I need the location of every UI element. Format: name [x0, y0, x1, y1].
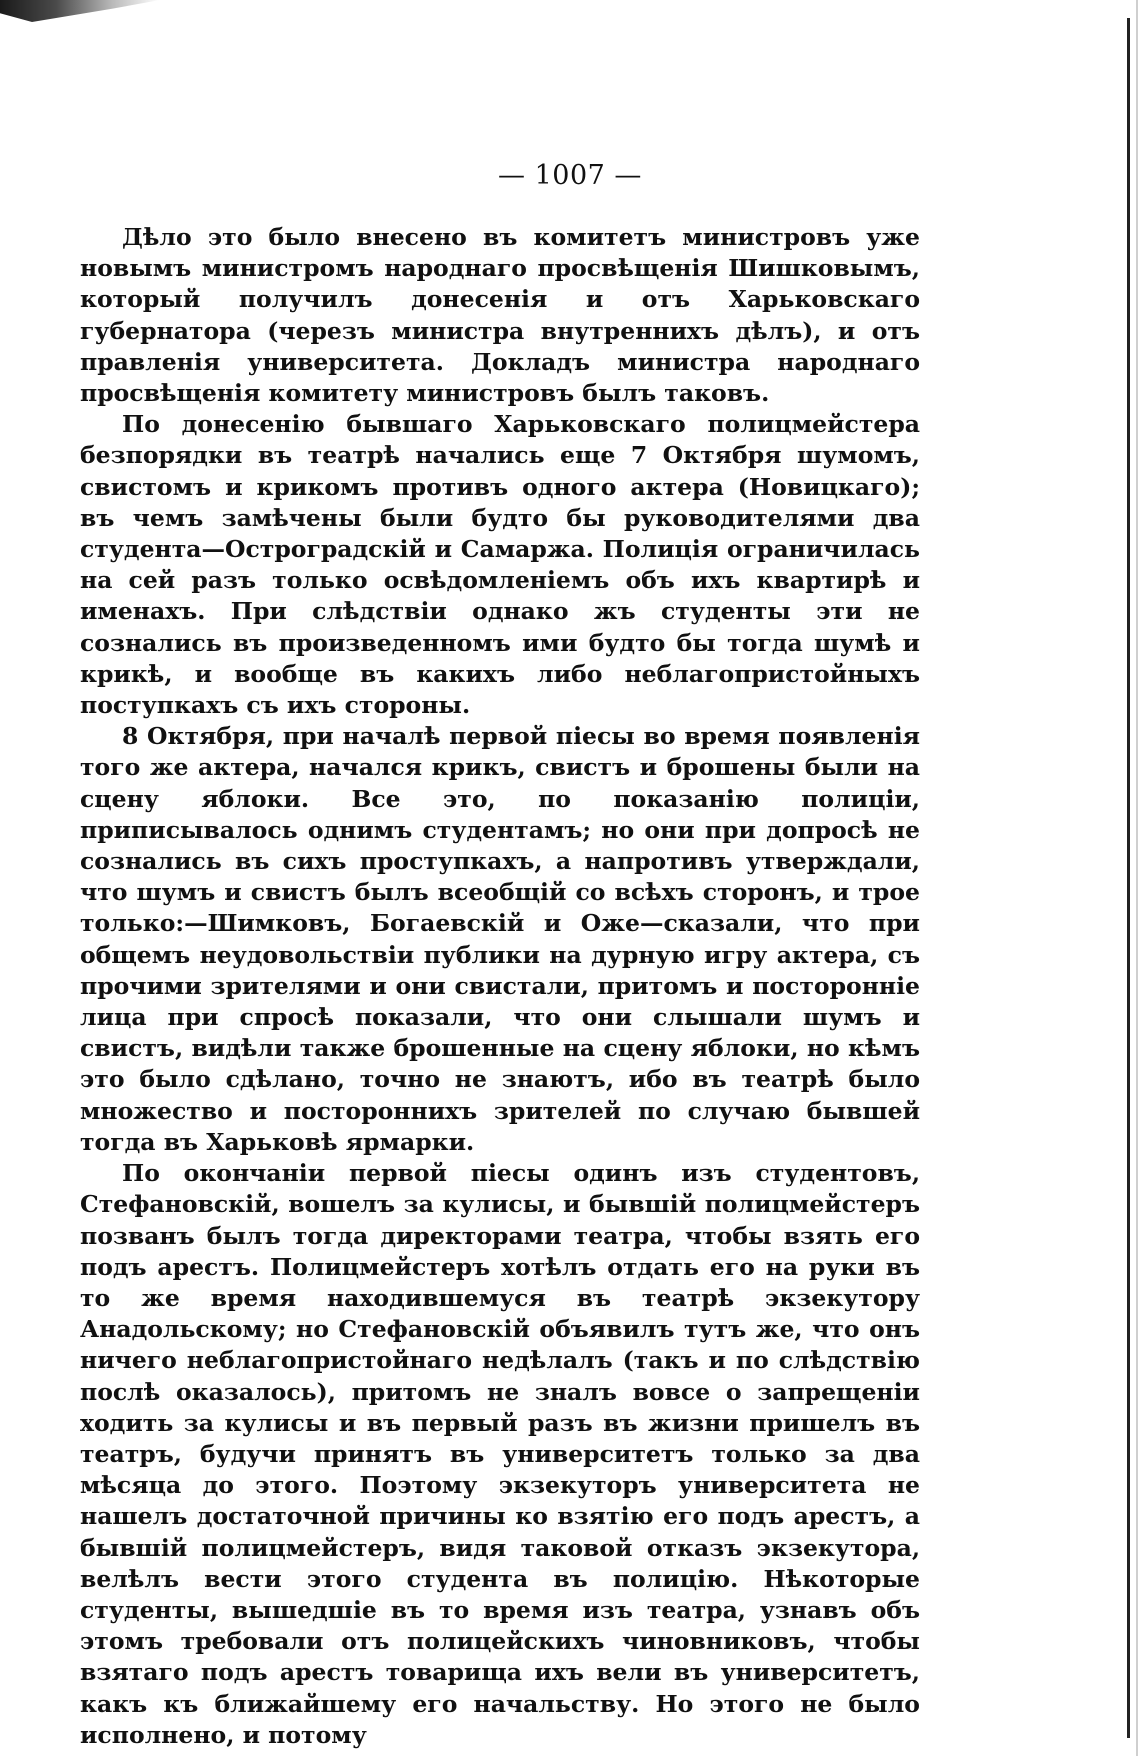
body-text: [80, 222, 920, 1751]
page-edge-shadow: [1136, 0, 1138, 1756]
paragraph-1: Дѣло это было внесено въ комитетъ министровъ уже новымъ министромъ народнаго просвѣщенія Шишковымъ, который получилъ донесенія и отъ Харьковскаго губернатора (черезъ министра внутреннихъ дѣлъ), и отъ правленія университета. Докладъ министра народнаго просвѣщенія комитету министровъ былъ таковъ.: [80, 223, 920, 408]
scan-edge-artifact: [0, 0, 160, 22]
paragraph-2: По донесенію бывшаго Харьковскаго полицмейстера безпорядки въ театрѣ начались еще 7 Октября шумомъ, свистомъ и крикомъ противъ одного актера (Новицкаго); въ чемъ замѣчены были будто бы руководителями два студента—Остроградскій и Самаржа. Полиція ограничилась на сей разъ только освѣдомленіемъ объ ихъ квартирѣ и именахъ. При слѣдствіи однако жъ студенты эти не сознались въ произведенномъ ими будто бы тогда шумѣ и крикѣ, и вообще въ какихъ либо неблагопристойныхъ поступкахъ съ ихъ стороны.: [80, 410, 920, 720]
page-edge-line: [1127, 18, 1130, 1738]
paragraph-4: По окончаніи первой піесы одинъ изъ студентовъ, Стефановскій, вошелъ за кулисы, и бывшій полицмейстеръ позванъ былъ тогда директорами театра, чтобы взять его подъ арестъ. Полицмейстеръ хотѣлъ отдать его на руки въ то же время находившемуся въ театрѣ экзекутору Анадольскому; но Стефановскій объявилъ тутъ же, что онъ ничего неблагопристойнаго недѣлалъ (такъ и по слѣдствію послѣ оказалось), притомъ не зналъ вовсе о запрещеніи ходить за кулисы и въ первый разъ въ жизни пришелъ въ театръ, будучи принятъ въ университетъ только за два мѣсяца до этого. Поэтому экзекуторъ университета не нашелъ достаточной причины ко взятію его подъ арестъ, а бывшій полицмейстеръ, видя таковой отказъ экзекутора, велѣлъ вести этого студента въ полицію. Нѣкоторые студенты, вышедшіе въ то время изъ театра, узнавъ объ этомъ требовали отъ полицейскихъ чиновниковъ, чтобы взятаго подъ арестъ товарища ихъ вели въ университетъ, какъ къ ближайшему его начальству. Но этого не было исполнено, и потому: [80, 1159, 920, 1749]
page-number: — 1007 —: [498, 160, 642, 191]
paragraph-3: 8 Октября, при началѣ первой піесы во время появленія того же актера, начался крикъ, свистъ и брошены были на сцену яблоки. Все это, по показанію полиціи, приписывалось однимъ студентамъ; но они при допросѣ не сознались въ сихъ проступкахъ, а напротивъ утверждали, что шумъ и свистъ былъ всеобщій со всѣхъ сторонъ, и трое только:—Шимковъ, Богаевскій и Оже—сказали, что при общемъ неудовольствіи публики на дурную игру актера, съ прочими зрителями и они свистали, притомъ и посторонніе лица при спросѣ показали, что они слышали шумъ и свистъ, видѣли также брошенные на сцену яблоки, но кѣмъ это было сдѣлано, точно не знаютъ, ибо въ театрѣ было множество и постороннихъ зрителей по случаю бывшей тогда въ Харьковѣ ярмарки.: [80, 722, 920, 1156]
